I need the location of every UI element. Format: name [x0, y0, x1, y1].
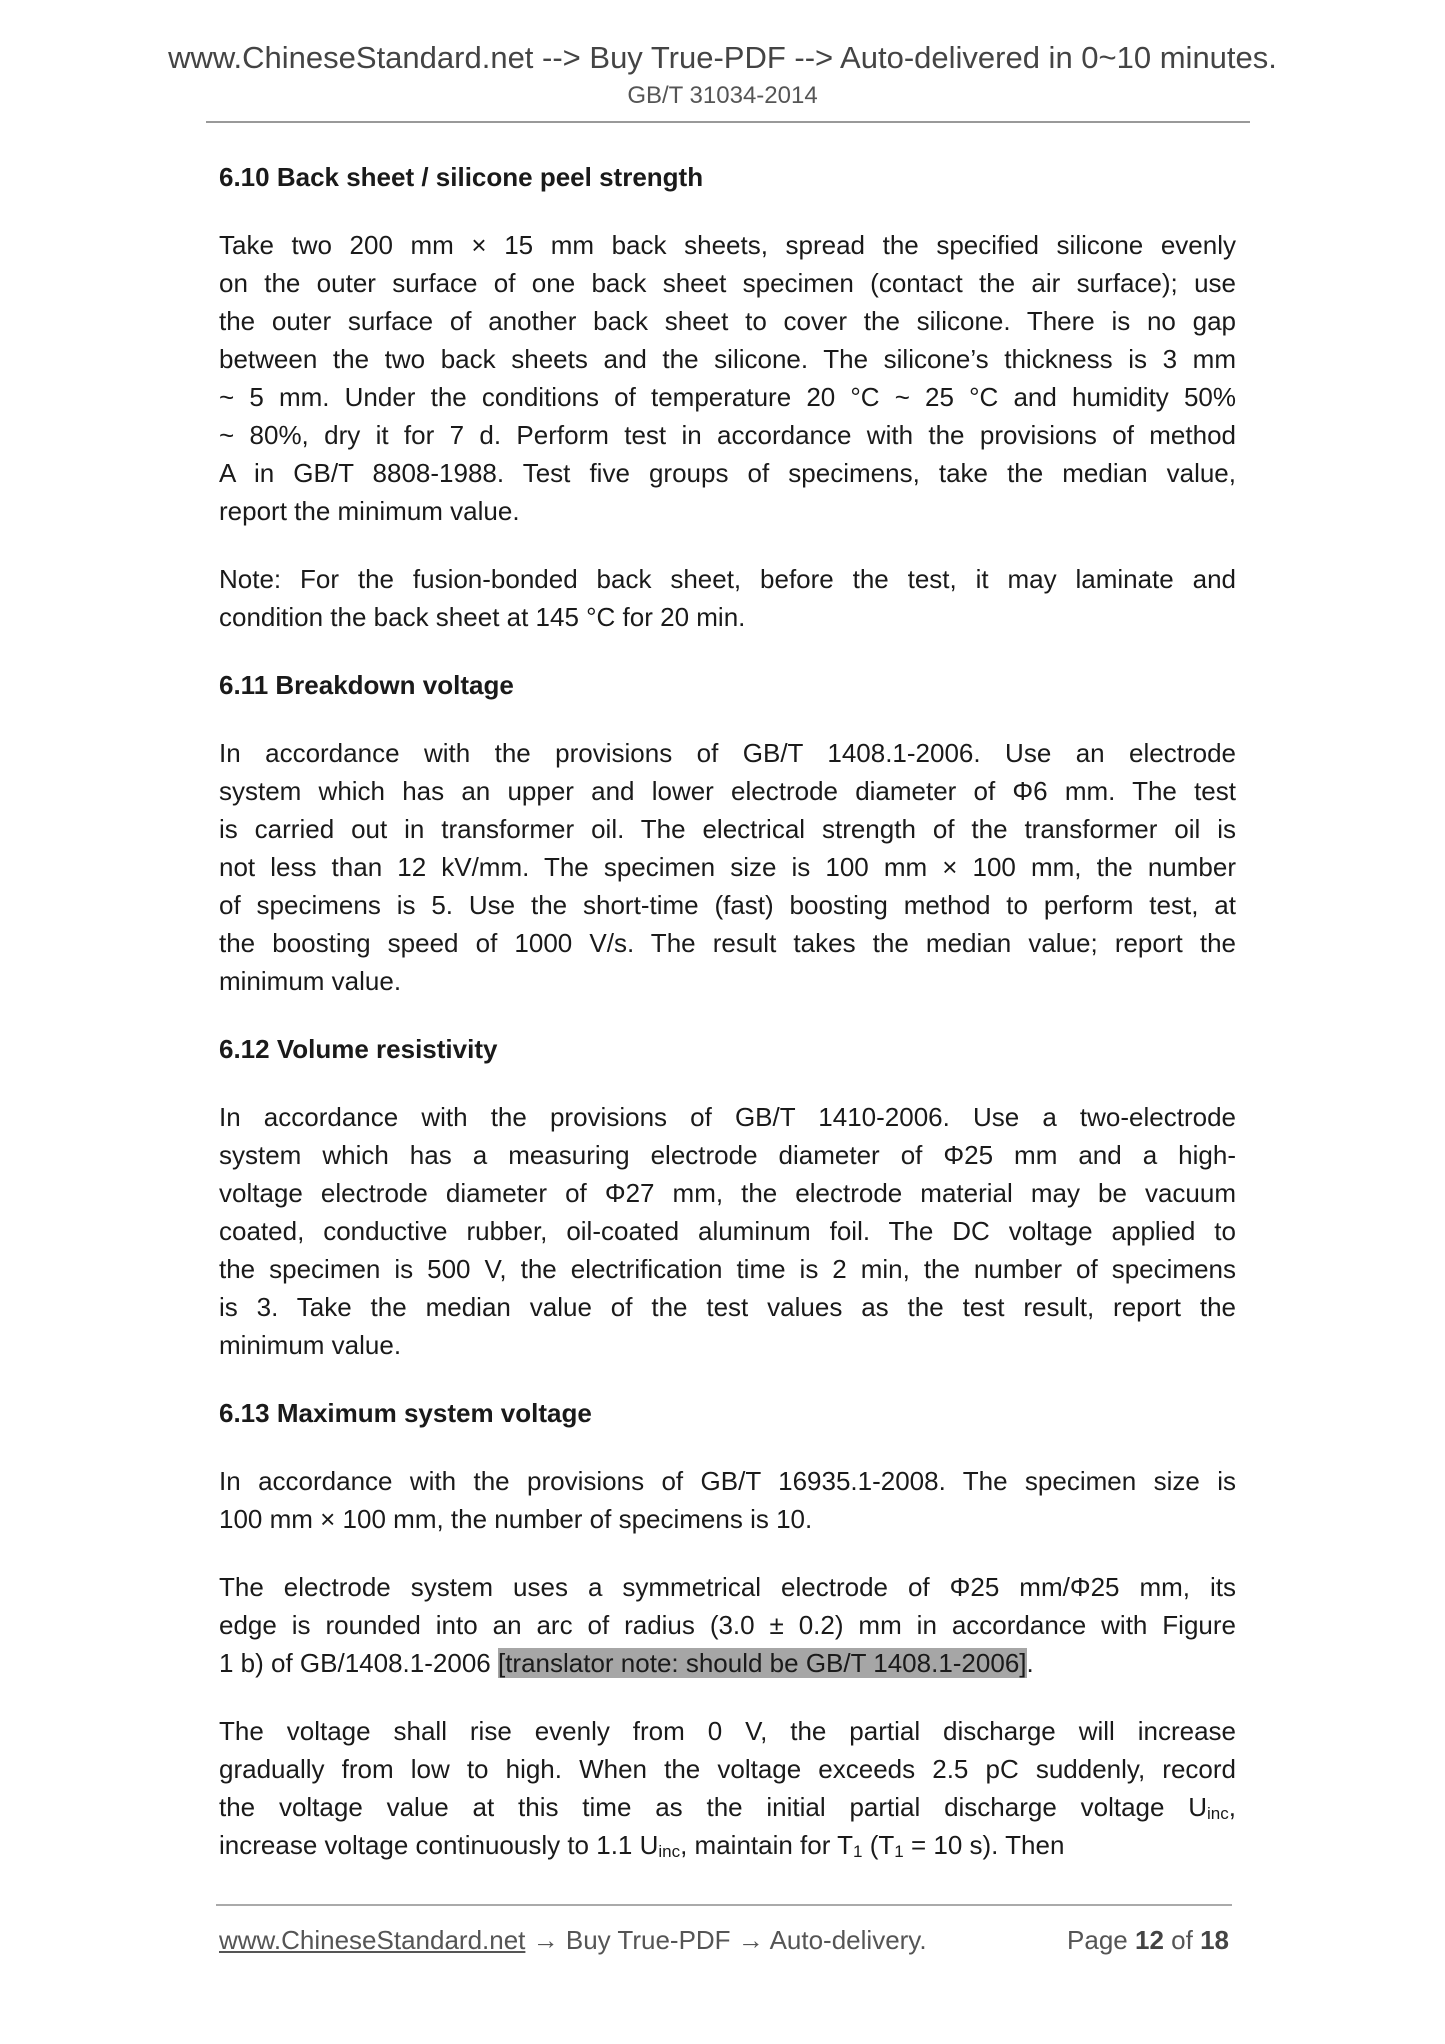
text-segment: = 10 s). Then [903, 1830, 1065, 1860]
text-line: The voltage shall rise evenly from 0 V, the partial discharge will increase [219, 1716, 1236, 1746]
text-line: between the two back sheets and the silicone. The silicone’s thickness is 3 mm [219, 344, 1236, 374]
footer [219, 1925, 1229, 1956]
text-line: the outer surface of another back sheet to cover the silicone. There is no gap [219, 306, 1236, 336]
page-number: 12 [1135, 1925, 1164, 1955]
highlighted-note: [translator note: should be GB/T 1408.1-2006] [497, 1648, 1027, 1678]
paragraph [219, 226, 1236, 530]
text-line: In accordance with the provisions of GB/T 16935.1-2008. The specimen size is [219, 1466, 1236, 1496]
text-segment: the voltage value at this time as the initial partial discharge voltage U [219, 1792, 1208, 1822]
text-line: not less than 12 kV/mm. The specimen size is 100 mm × 100 mm, the number [219, 852, 1236, 882]
text-segment: , maintain for T [680, 1830, 854, 1860]
text-line: In accordance with the provisions of GB/T 1408.1-2006. Use an electrode [219, 738, 1236, 768]
footer-text: → Buy True-PDF → Auto-delivery. [525, 1925, 927, 1955]
text-line: coated, conductive rubber, oil-coated aluminum foil. The DC voltage applied to [219, 1216, 1236, 1246]
page-total: 18 [1200, 1925, 1229, 1955]
page-of: of [1171, 1925, 1193, 1955]
text-line: of specimens is 5. Use the short-time (fast) boosting method to perform test, at [219, 890, 1236, 920]
section-heading: 6.10 Back sheet / silicone peel strength [219, 162, 704, 192]
standard-number: GB/T 31034-2014 [627, 82, 818, 109]
section-heading: 6.12 Volume resistivity [219, 1034, 498, 1064]
text-line: condition the back sheet at 145 °C for 20 min. [219, 602, 746, 632]
text-line: report the minimum value. [219, 496, 520, 526]
text-line: ~ 5 mm. Under the conditions of temperature 20 °C ~ 25 °C and humidity 50% [219, 382, 1236, 412]
subscript: 1 [853, 1842, 863, 1861]
paragraph [219, 1098, 1236, 1364]
subscript: inc [1207, 1804, 1229, 1823]
text-line: The electrode system uses a symmetrical electrode of Φ25 mm/Φ25 mm, its [219, 1572, 1236, 1602]
subscript: 1 [894, 1842, 904, 1861]
text-segment: , [1228, 1792, 1236, 1822]
text-line: voltage electrode diameter of Φ27 mm, the electrode material may be vacuum [219, 1178, 1236, 1208]
text-line: system which has an upper and lower electrode diameter of Φ6 mm. The test [219, 776, 1236, 806]
text-line [219, 1788, 1236, 1826]
text-line: In accordance with the provisions of GB/T 1410-2006. Use a two-electrode [219, 1102, 1236, 1132]
paragraph [219, 560, 1236, 636]
header-divider [206, 121, 1250, 123]
paragraph [219, 1462, 1236, 1538]
text-line: edge is rounded into an arc of radius (3.0 ± 0.2) mm in accordance with Figure [219, 1610, 1236, 1640]
paragraph [219, 1712, 1236, 1864]
text-segment: . [1026, 1648, 1034, 1678]
document-body [219, 158, 1236, 1894]
section-heading: 6.13 Maximum system voltage [219, 1398, 592, 1428]
text-segment: (T [862, 1830, 895, 1860]
section-heading: 6.11 Breakdown voltage [219, 670, 514, 700]
subscript: inc [658, 1842, 681, 1861]
text-line: Note: For the fusion-bonded back sheet, before the test, it may laminate and [219, 564, 1236, 594]
page-indicator [1067, 1925, 1229, 1956]
footer-link[interactable]: www.ChineseStandard.net [219, 1925, 526, 1955]
text-line: is 3. Take the median value of the test values as the test result, report the [219, 1292, 1236, 1322]
text-line: the boosting speed of 1000 V/s. The result takes the median value; report the [219, 928, 1236, 958]
paragraph [219, 734, 1236, 1000]
text-line: ~ 80%, dry it for 7 d. Perform test in accordance with the provisions of method [219, 420, 1236, 450]
text-line: system which has a measuring electrode diameter of Φ25 mm and a high- [219, 1140, 1236, 1170]
text-line: the specimen is 500 V, the electrification time is 2 min, the number of specimens [219, 1254, 1236, 1284]
text-line [219, 1644, 1236, 1682]
page-label: Page [1067, 1925, 1128, 1955]
text-line: minimum value. [219, 1330, 402, 1360]
text-line: A in GB/T 8808-1988. Test five groups of specimens, take the median value, [219, 458, 1236, 488]
text-line: on the outer surface of one back sheet specimen (contact the air surface); use [219, 268, 1236, 298]
text-segment: increase voltage continuously to 1.1 U [219, 1830, 659, 1860]
text-line: minimum value. [219, 966, 402, 996]
text-line [219, 1826, 1236, 1864]
footer-divider [216, 1904, 1232, 1906]
header-banner: www.ChineseStandard.net --> Buy True-PDF --> Auto-delivered in 0~10 minutes. [168, 40, 1277, 75]
text-line: is carried out in transformer oil. The electrical strength of the transformer oil is [219, 814, 1236, 844]
text-segment: 1 b) of GB/1408.1-2006 [219, 1648, 498, 1678]
text-line: Take two 200 mm × 15 mm back sheets, spread the specified silicone evenly [219, 230, 1236, 260]
text-line: gradually from low to high. When the voltage exceeds 2.5 pC suddenly, record [219, 1754, 1236, 1784]
text-line: 100 mm × 100 mm, the number of specimens is 10. [219, 1504, 813, 1534]
paragraph [219, 1568, 1236, 1682]
